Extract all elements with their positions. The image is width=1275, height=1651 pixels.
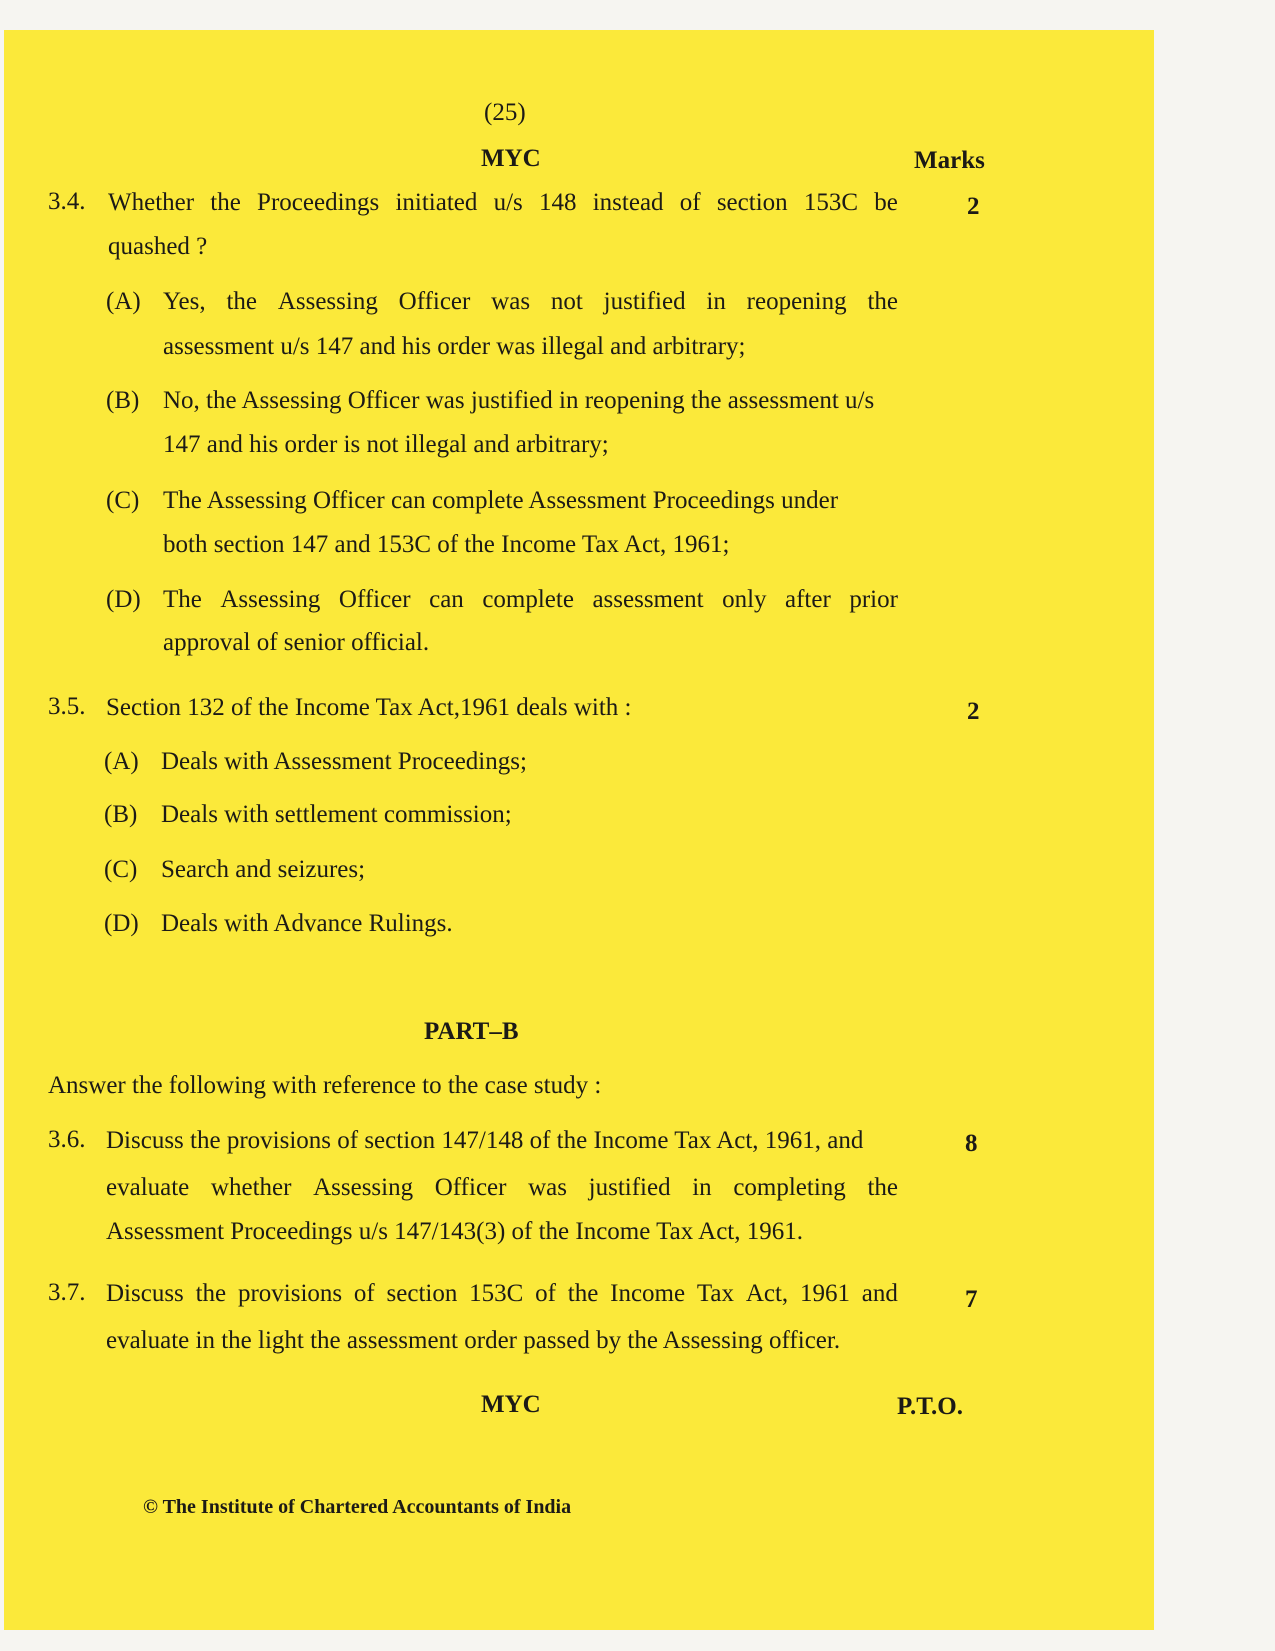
option-text-line2: assessment u/s 147 and his order was illegal and arbitrary; <box>163 333 746 360</box>
question-paper-page <box>4 30 1154 1630</box>
please-turn-over: P.T.O. <box>897 1393 963 1420</box>
question-number: 3.6. <box>48 1126 86 1153</box>
part-b-instruction: Answer the following with reference to the case study : <box>48 1072 602 1099</box>
question-text: Section 132 of the Income Tax Act,1961 deals with : <box>106 694 632 721</box>
question-text-line3: Assessment Proceedings u/s 147/143(3) of the Income Tax Act, 1961. <box>106 1218 803 1245</box>
option-text-line1: Yes, the Assessing Officer was not justified in reopening the <box>163 288 898 315</box>
option-label: (A) <box>104 748 139 775</box>
question-number: 3.7. <box>48 1279 86 1306</box>
copyright-notice: © The Institute of Chartered Accountants of India <box>143 1496 572 1518</box>
question-number: 3.4. <box>48 188 86 215</box>
option-label: (B) <box>104 801 138 828</box>
option-text-line1: The Assessing Officer can complete assessment only after prior <box>163 586 898 613</box>
option-text-line2: 147 and his order is not illegal and arbitrary; <box>163 431 609 458</box>
option-label: (A) <box>106 288 141 315</box>
question-text-line1: Discuss the provisions of section 153C of the Income Tax Act, 1961 and <box>106 1280 898 1307</box>
question-text-line1: Discuss the provisions of section 147/148 of the Income Tax Act, 1961, and <box>106 1127 864 1154</box>
option-label: (D) <box>104 910 139 937</box>
option-text-line2: approval of senior official. <box>163 629 430 656</box>
option-label: (C) <box>106 487 140 514</box>
question-text-line1: Whether the Proceedings initiated u/s 148 instead of section 153C be <box>108 189 898 216</box>
question-text-line2: evaluate whether Assessing Officer was justified in completing the <box>106 1174 898 1201</box>
part-b-heading: PART–B <box>424 1018 519 1045</box>
page-number: (25) <box>484 99 526 126</box>
paper-code-footer: MYC <box>481 1391 541 1418</box>
question-marks: 2 <box>967 698 980 725</box>
paper-code-header: MYC <box>481 145 541 172</box>
question-number: 3.5. <box>48 693 86 720</box>
marks-heading: Marks <box>914 147 985 174</box>
question-marks: 7 <box>965 1286 978 1313</box>
question-marks: 2 <box>967 193 980 220</box>
option-text-line1: No, the Assessing Officer was justified in reopening the assessment u/s <box>163 387 875 414</box>
option-label: (D) <box>106 586 141 613</box>
option-label: (C) <box>104 856 138 883</box>
option-label: (B) <box>106 387 140 414</box>
option-text-line2: both section 147 and 153C of the Income Tax Act, 1961; <box>163 531 730 558</box>
option-text: Deals with Assessment Proceedings; <box>161 748 527 775</box>
question-marks: 8 <box>965 1130 978 1157</box>
question-text-line2: quashed ? <box>108 233 208 260</box>
option-text: Search and seizures; <box>161 856 366 883</box>
option-text-line1: The Assessing Officer can complete Assessment Proceedings under <box>163 487 839 514</box>
option-text: Deals with Advance Rulings. <box>161 910 453 937</box>
question-text-line2: evaluate in the light the assessment order passed by the Assessing officer. <box>106 1327 841 1354</box>
option-text: Deals with settlement commission; <box>161 801 512 828</box>
